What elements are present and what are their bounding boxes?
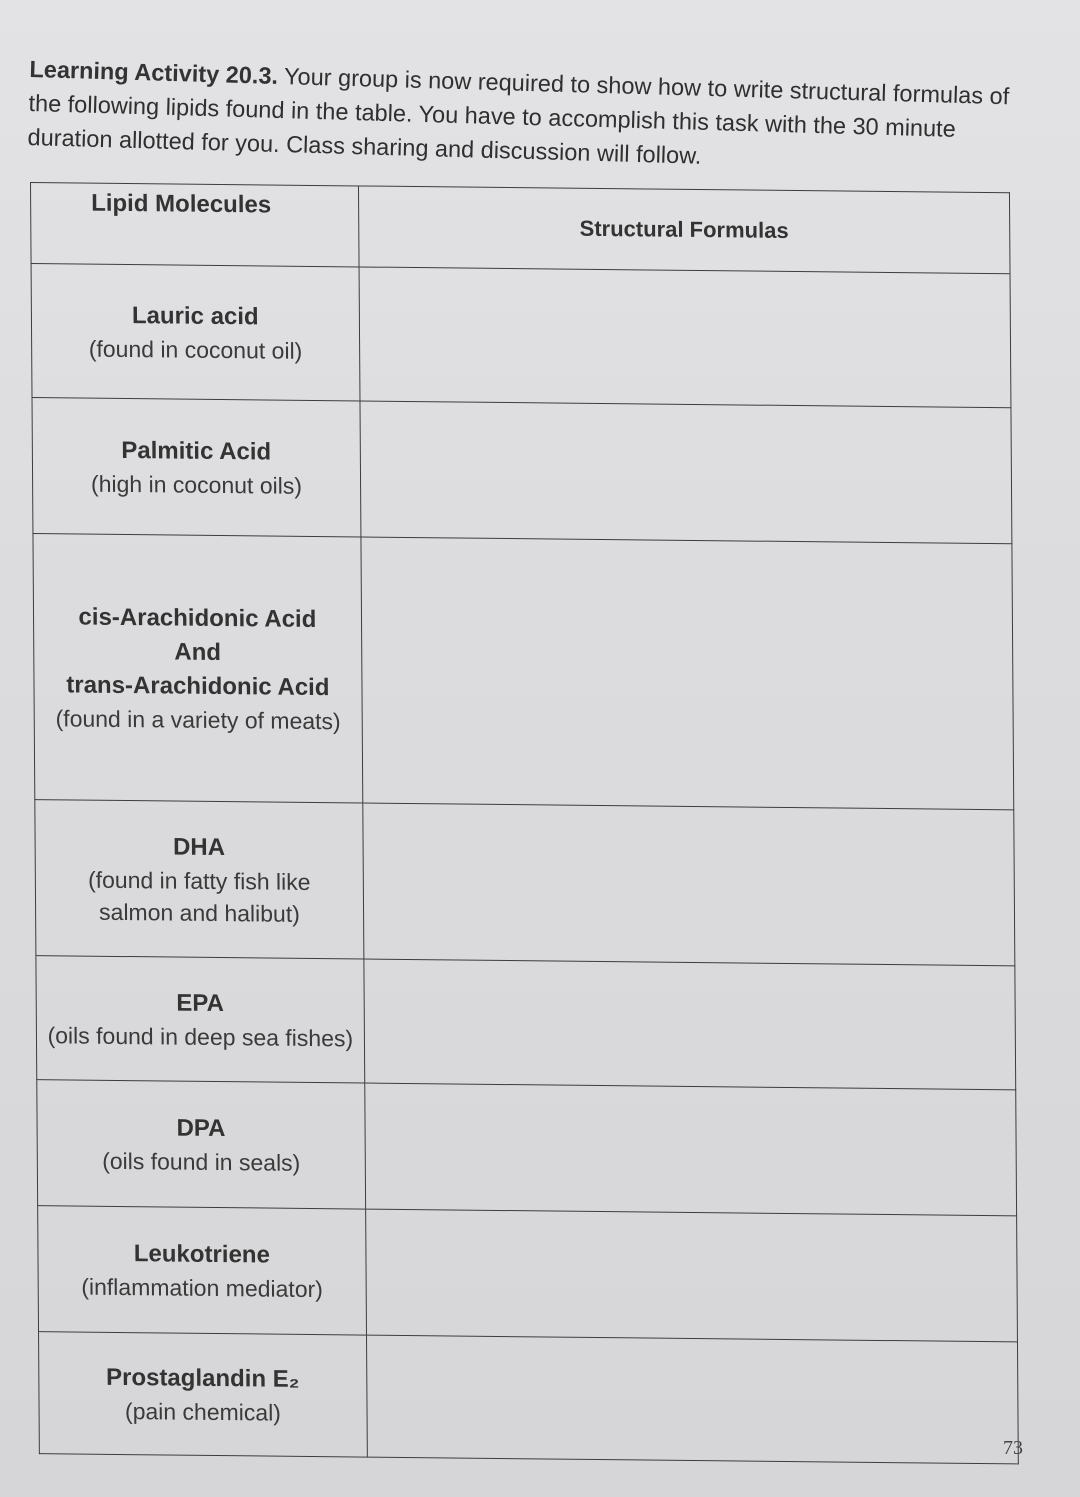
- table-row: [39, 1332, 1019, 1464]
- table-row: [31, 264, 1011, 408]
- lipid-name-trans: trans-Arachidonic Acid: [66, 670, 330, 701]
- activity-title: Learning Activity 20.3.: [29, 55, 279, 89]
- lipid-name-cis: cis-Arachidonic Acid: [78, 603, 317, 633]
- lipid-name: Leukotriene: [133, 1239, 270, 1269]
- structural-formula-cell[interactable]: [365, 1209, 1017, 1342]
- lipid-name: DHA: [172, 833, 226, 861]
- lipid-name: DPA: [176, 1114, 226, 1142]
- table-row: [37, 1080, 1017, 1216]
- lipid-name: Prostaglandin E₂: [105, 1363, 300, 1393]
- structural-formula-cell[interactable]: [366, 1335, 1018, 1464]
- structural-formula-cell[interactable]: [363, 803, 1015, 966]
- lipid-source: (found in a variety of meats): [55, 704, 341, 734]
- lipid-name: Lauric acid: [131, 301, 259, 330]
- lipid-cell: [38, 1206, 367, 1335]
- activity-instructions: [27, 52, 1039, 182]
- lipid-cell: [39, 1332, 368, 1457]
- header-lipid-molecules: Lipid Molecules: [31, 183, 359, 267]
- lipid-name-and: And: [174, 638, 222, 666]
- lipid-cell: [35, 800, 364, 959]
- activity-text: Your group is now required to show how to write structural formulas of the following lipids found in the table. You have to accomplish this task with the 30 minute duration allotted for you. Class sharing and discussion will follow.: [27, 63, 1010, 169]
- table-row: [35, 800, 1015, 966]
- lipid-source: (found in fatty fish like salmon and halibut): [87, 866, 311, 927]
- lipid-name: Palmitic Acid: [121, 436, 272, 466]
- page-number: 73: [1003, 1437, 1023, 1459]
- lipid-cell: [37, 1080, 366, 1209]
- lipid-cell: [36, 956, 365, 1083]
- lipid-name: EPA: [176, 989, 224, 1017]
- structural-formula-cell[interactable]: [359, 267, 1011, 408]
- structural-formula-cell[interactable]: [364, 959, 1016, 1090]
- structural-formula-cell[interactable]: [365, 1083, 1017, 1216]
- table-header-row: [31, 183, 1011, 274]
- lipid-cell: [31, 264, 360, 401]
- lipid-table: [30, 182, 1019, 1464]
- header-structural-formulas: Structural Formulas: [358, 186, 1010, 274]
- lipid-source: (found in coconut oil): [88, 335, 303, 364]
- lipid-cell: [33, 534, 363, 803]
- table-row: [38, 1206, 1018, 1342]
- lipid-source: (oils found in seals): [102, 1147, 301, 1176]
- table-row: [33, 534, 1014, 810]
- structural-formula-cell[interactable]: [361, 537, 1014, 810]
- lipid-cell: [32, 398, 361, 537]
- lipid-source: (pain chemical): [124, 1397, 282, 1426]
- lipid-source: (inflammation mediator): [81, 1273, 323, 1302]
- lipid-source: (oils found in deep sea fishes): [47, 1021, 354, 1051]
- lipid-source: (high in coconut oils): [90, 470, 303, 499]
- structural-formula-cell[interactable]: [360, 401, 1012, 544]
- table-row: [36, 956, 1016, 1090]
- table-row: [32, 398, 1012, 544]
